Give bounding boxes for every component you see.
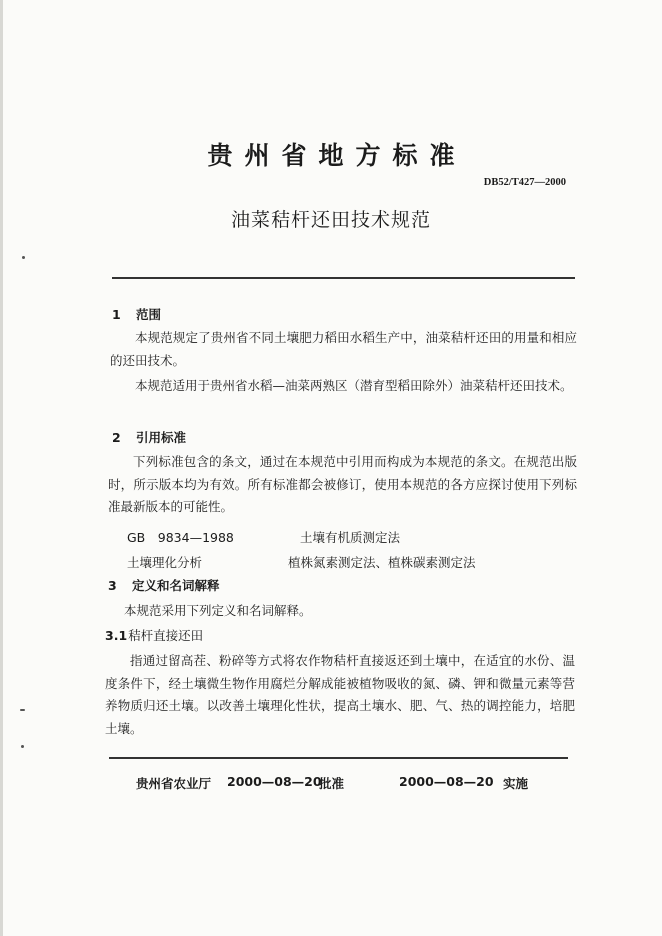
section-number: 3 xyxy=(108,578,117,593)
section-1-heading xyxy=(112,305,161,323)
footer-divider xyxy=(109,757,568,759)
reference-code: 土壤理化分析 xyxy=(127,555,203,570)
standard-code: DB52/T427—2000 xyxy=(483,177,566,188)
paragraph: 下列标准包含的条文，通过在本规范中引用而构成为本规范的条文。在规范出版时，所示版本均为有效。所有标准都会被修订，使用本规范的各方应探讨使用下列标准最新版本的可能性。 xyxy=(108,454,577,514)
scan-speck xyxy=(21,745,24,748)
reference-code: GB 9834—1988 xyxy=(127,530,234,545)
paragraph: 指通过留高茬、粉碎等方式将农作物秸杆直接返还到土壤中，在适宜的水份、温度条件下，经土壤微生物作用腐烂分解成能被植物吸收的氮、磷、钾和微量元素等营养物质归还土壤。以改善土壤理化性状，提高土壤水、肥、气、热的调控能力，培肥土壤。 xyxy=(105,653,575,736)
implement-label: 实施 xyxy=(503,776,529,791)
section-title: 定义和名词解释 xyxy=(132,578,220,593)
standard-type-title: 贵州省地方标准 xyxy=(207,141,467,170)
paragraph: 本规范适用于贵州省水稻—油菜两熟区（潜育型稻田除外）油菜秸杆还田技术。 xyxy=(135,378,573,393)
section-title: 引用标准 xyxy=(136,430,187,445)
approve-label: 批准 xyxy=(319,776,345,791)
subsection-title: 秸杆直接还田 xyxy=(128,628,204,643)
section-title: 范围 xyxy=(136,307,162,322)
section-2-heading xyxy=(112,428,186,446)
approve-date: 2000—08—20 xyxy=(227,774,322,789)
scan-speck xyxy=(22,256,25,259)
document-title: 油菜秸杆还田技术规范 xyxy=(230,209,431,231)
reference-name: 土壤有机质测定法 xyxy=(300,530,401,545)
subsection-number: 3.1 xyxy=(105,628,128,643)
implement-date: 2000—08—20 xyxy=(399,774,494,789)
section-number: 1 xyxy=(112,307,121,322)
reference-name: 植株氮素测定法、植株碳素测定法 xyxy=(288,555,476,570)
section-number: 2 xyxy=(112,430,121,445)
header-divider xyxy=(112,277,575,279)
scan-speck xyxy=(20,709,25,711)
paragraph: 本规范采用下列定义和名词解释。 xyxy=(124,603,312,618)
subsection-3-1-heading xyxy=(105,626,203,644)
paragraph: 本规范规定了贵州省不同土壤肥力稻田水稻生产中，油菜秸杆还田的用量和相应的还田技术。 xyxy=(110,330,577,368)
issuer: 贵州省农业厅 xyxy=(136,776,212,791)
section-3-heading xyxy=(108,576,220,594)
